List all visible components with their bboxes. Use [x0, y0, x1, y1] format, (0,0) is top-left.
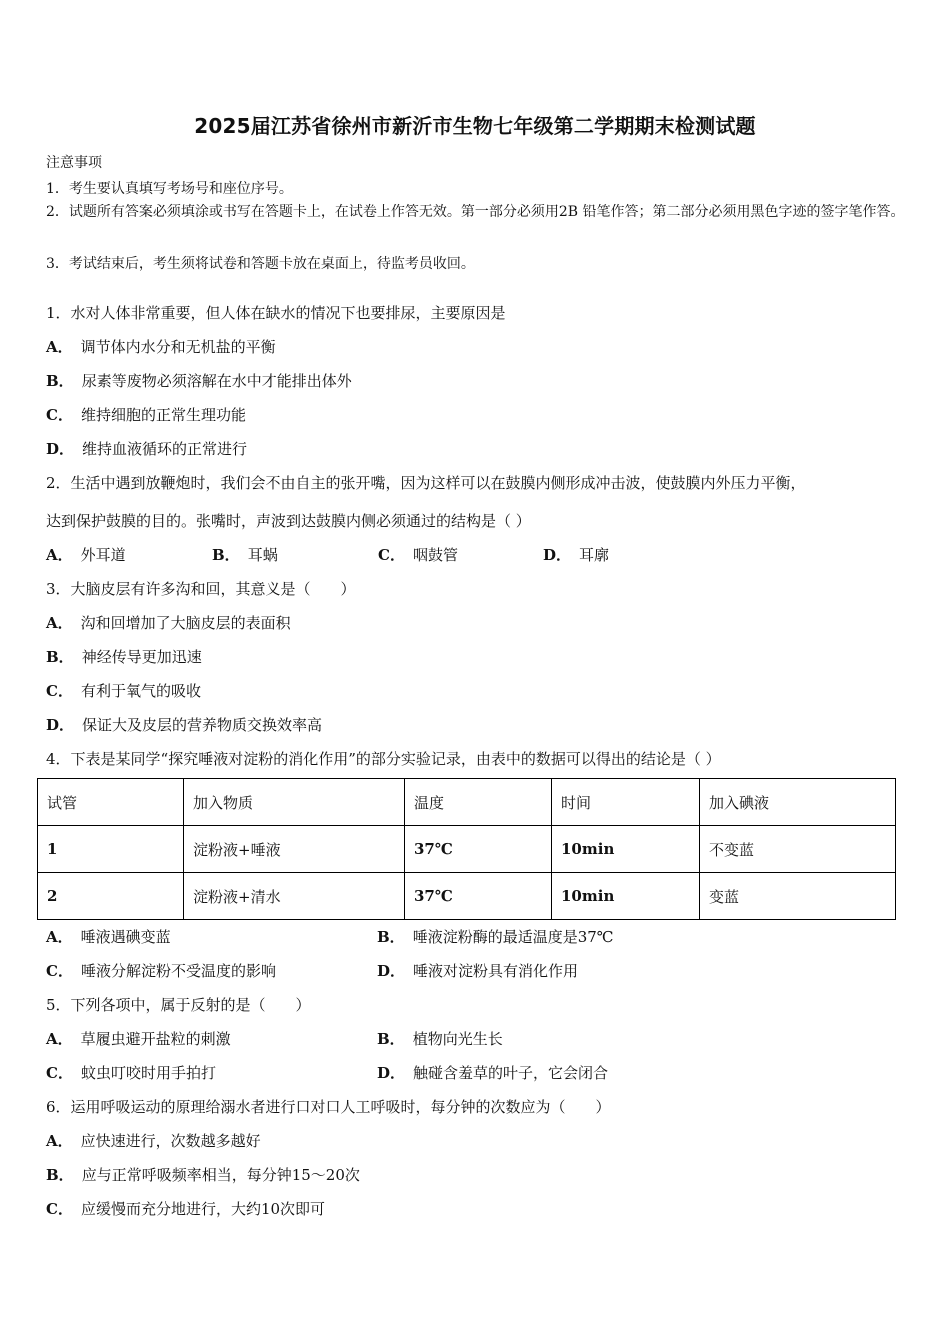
option-item: B． 植物向光生长 — [377, 1030, 503, 1048]
option-item: C． 应缓慢而充分地进行，大约10次即可 — [46, 1200, 326, 1218]
table-row — [38, 873, 896, 920]
table-cell: 37℃ — [405, 826, 552, 873]
option-item: A． 应快速进行，次数越多越好 — [46, 1132, 261, 1150]
option-item: A． 草履虫避开盐粒的刺激 — [46, 1030, 231, 1048]
option-item: B． 耳蜗 — [212, 546, 278, 564]
table-cell: 1 — [38, 826, 184, 873]
table-row — [38, 826, 896, 873]
table-cell: 不变蓝 — [700, 826, 896, 873]
table-cell: 37℃ — [405, 873, 552, 920]
question-stem: 3．大脑皮层有许多沟和回，其意义是（ ） — [46, 580, 356, 598]
table-header-cell: 加入物质 — [184, 779, 405, 826]
table-header-row — [38, 779, 896, 826]
option-item: B． 应与正常呼吸频率相当，每分钟15～20次 — [46, 1166, 360, 1184]
question-stem: 5．下列各项中，属于反射的是（ ） — [46, 996, 311, 1014]
option-item: A． 外耳道 — [46, 546, 126, 564]
option-item: D． 保证大及皮层的营养物质交换效率高 — [46, 716, 323, 734]
table-header-cell: 温度 — [405, 779, 552, 826]
question-stem: 6．运用呼吸运动的原理给溺水者进行口对口人工呼吸时，每分钟的次数应为（ ） — [46, 1098, 611, 1116]
option-item: B． 唾液淀粉酶的最适温度是37℃ — [377, 928, 614, 946]
table-cell: 2 — [38, 873, 184, 920]
table-cell: 10min — [552, 826, 700, 873]
option-item: C． 蚊虫叮咬时用手拍打 — [46, 1064, 216, 1082]
option-item: D． 维持血液循环的正常进行 — [46, 440, 248, 458]
option-item: D． 耳廓 — [543, 546, 610, 564]
option-item: B． 尿素等废物必须溶解在水中才能排出体外 — [46, 372, 352, 390]
option-item: D． 触碰含羞草的叶子，它会闭合 — [377, 1064, 609, 1082]
option-item: A． 调节体内水分和无机盐的平衡 — [46, 338, 276, 356]
option-item: C． 有利于氧气的吸收 — [46, 682, 201, 700]
notice-item: 3．考试结束后，考生须将试卷和答题卡放在桌面上，待监考员收回。 — [46, 256, 475, 272]
table-cell: 变蓝 — [700, 873, 896, 920]
option-item: A． 唾液遇碘变蓝 — [46, 928, 171, 946]
page-title: 2025届江苏省徐州市新沂市生物七年级第二学期期末检测试题 — [194, 114, 756, 138]
table-header-cell: 时间 — [552, 779, 700, 826]
option-item: B． 神经传导更加迅速 — [46, 648, 202, 666]
table-cell: 10min — [552, 873, 700, 920]
question-stem: 1．水对人体非常重要，但人体在缺水的情况下也要排尿，主要原因是 — [46, 304, 506, 322]
table-cell: 淀粉液+唾液 — [184, 826, 405, 873]
option-item: C． 唾液分解淀粉不受温度的影响 — [46, 962, 276, 980]
option-item: C． 维持细胞的正常生理功能 — [46, 406, 246, 424]
question-stem-continued: 达到保护鼓膜的目的。张嘴时，声波到达鼓膜内侧必须通过的结构是（ ） — [46, 512, 531, 530]
notice-heading: 注意事项 — [46, 155, 102, 171]
table-header-cell: 试管 — [38, 779, 184, 826]
table-header-cell: 加入碘液 — [700, 779, 896, 826]
option-item: A． 沟和回增加了大脑皮层的表面积 — [46, 614, 291, 632]
experiment-table — [37, 778, 896, 920]
notice-item: 2．试题所有答案必须填涂或书写在答题卡上，在试卷上作答无效。第一部分必须用2B 铅笔作答；第二部分必须用黑色字迹的签字笔作答。 — [46, 204, 905, 220]
option-item: D． 唾液对淀粉具有消化作用 — [377, 962, 579, 980]
question-stem: 4．下表是某同学“探究唾液对淀粉的消化作用”的部分实验记录，由表中的数据可以得出的结论是（ ） — [46, 750, 721, 768]
question-stem: 2．生活中遇到放鞭炮时，我们会不由自主的张开嘴，因为这样可以在鼓膜内侧形成冲击波，使鼓膜内外压力平衡， — [46, 474, 806, 492]
notice-item: 1．考生要认真填写考场号和座位序号。 — [46, 181, 293, 197]
option-item: C． 咽鼓管 — [378, 546, 458, 564]
table-cell: 淀粉液+清水 — [184, 873, 405, 920]
